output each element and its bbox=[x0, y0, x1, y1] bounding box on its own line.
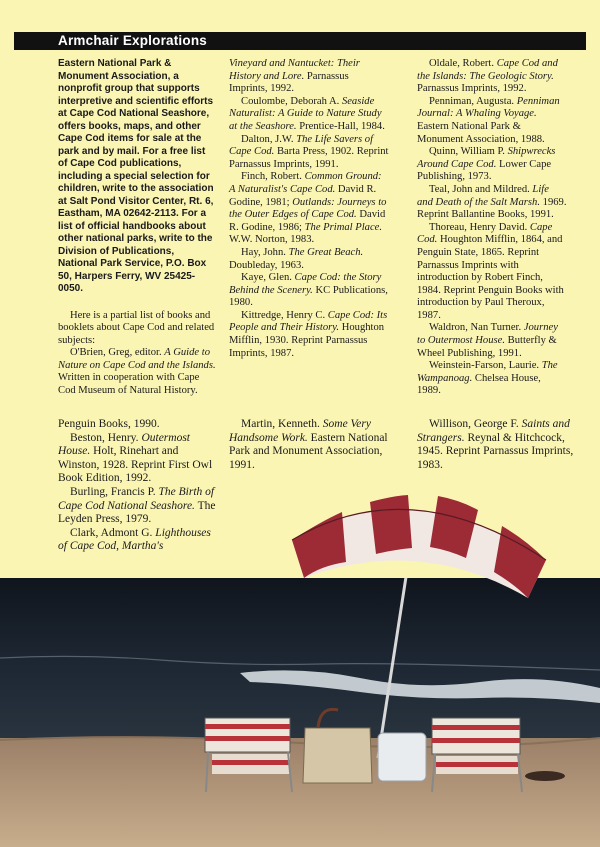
list-item: Oldale, Robert. Cape Cod and the Islands: The Geologic Story. Parnassus Imprints, 1992. bbox=[417, 58, 558, 95]
umbrella-canopy bbox=[280, 480, 560, 610]
list-item: Penniman, Augusta. Penniman Journal: A Whaling Voyage. Eastern National Park & Monument Association, 1988. bbox=[417, 95, 560, 145]
list-item: Penguin Books, 1990. bbox=[58, 418, 160, 430]
column-d bbox=[58, 418, 218, 554]
list-item: Martin, Kenneth. Some Very Handsome Work. Eastern National Park and Monument Association, 1991. bbox=[229, 418, 388, 471]
list-item: Beston, Henry. Outermost House. Holt, Rinehart and Winston, 1928. Reprint First Owl Book Edition, 1992. bbox=[58, 431, 213, 485]
column-c bbox=[417, 58, 567, 398]
intro-paragraph: Eastern National Park & Monument Association, a nonprofit group that supports interpretive and scientific efforts at Cape Cod National Seashore, offers books, maps, and other Cape Cod items for sale at the park and by mail. For a free list of Cape Cod publications, including a special selection for children, write to the association at Salt Pond Visitor Center, Rt. 6, Eastham, MA 02642-2113. For a list of official handbooks about other national parks, write to the Division of Publications, National Park Service, P.O. Box 50, Harpers Ferry, WV 25425-0050. bbox=[58, 58, 214, 294]
list-item: Dalton, J.W. The Life Savers of Cape Cod. Barta Press, 1902. Reprint Parnassus Imprints, 1991. bbox=[229, 133, 389, 170]
beach-umbrella-chairs-photo bbox=[0, 578, 600, 847]
list-item: Teal, John and Mildred. Life and Death of the Salt Marsh. 1969. Reprint Ballantine Books, 1991. bbox=[417, 183, 567, 221]
list-item: Vineyard and Nantucket: Their History and Lore. Parnassus Imprints, 1992. bbox=[229, 58, 360, 95]
beach-bag bbox=[303, 728, 372, 783]
list-item: Finch, Robert. Common Ground: A Naturalist's Cape Cod. David R. Godine, 1981; Outlands: Journeys to the Outer Edges of Cape Cod. David R. Godine, 1986; The Primal Place. W.W. Norton, 1983. bbox=[229, 171, 387, 246]
list-item: Burling, Francis P. The Birth of Cape Cod National Seashore. The Leyden Press, 1979. bbox=[58, 485, 216, 526]
list-item: O'Brien, Greg, editor. A Guide to Nature on Cape Cod and the Islands. Written in cooperation with Cape Cod Museum of Natural History. bbox=[58, 347, 216, 397]
list-item: Thoreau, Henry David. Cape Cod. Houghton Mifflin, 1864, and Penguin State, 1865. Reprint Parnassus Imprints with introduction by Robert Finch, 1984. Reprint Penguin Books with introduction by Paul Theroux, 1987. bbox=[417, 221, 564, 321]
list-item: Hay, John. The Great Beach. Doubleday, 1963. bbox=[229, 246, 364, 271]
column-a bbox=[58, 58, 216, 398]
partial-list-paragraph: Here is a partial list of books and booklets about Cape Cod and related subjects: bbox=[58, 309, 215, 346]
list-item: Clark, Admont G. Lighthouses of Cape Cod, Martha's bbox=[58, 526, 211, 553]
column-e bbox=[229, 418, 391, 472]
column-b bbox=[229, 58, 389, 360]
sandals bbox=[525, 771, 565, 781]
column-f bbox=[417, 418, 582, 472]
page-title: Armchair Explorations bbox=[58, 33, 207, 48]
list-item: Kaye, Glen. Cape Cod: the Story Behind the Scenery. KC Publications, 1980. bbox=[229, 272, 388, 309]
list-item: Kittredge, Henry C. Cape Cod: Its People and Their History. Houghton Mifflin, 1930. Reprint Parnassus Imprints, 1987. bbox=[229, 309, 388, 359]
cooler bbox=[378, 733, 426, 781]
header-bar bbox=[14, 32, 586, 50]
list-item: Weinstein-Farson, Laurie. The Wampanoag. Chelsea House, 1989. bbox=[417, 360, 558, 397]
list-item: Willison, George F. Saints and Strangers. Reynal & Hitchcock, 1945. Reprint Parnassus Imprints, 1983. bbox=[417, 418, 574, 471]
list-item: Coulombe, Deborah A. Seaside Naturalist: A Guide to Nature Study at the Seashore. Prentice-Hall, 1984. bbox=[229, 95, 385, 132]
list-item: Quinn, William P. Shipwrecks Around Cape Cod. Lower Cape Publishing, 1973. bbox=[417, 146, 556, 183]
list-item: Waldron, Nan Turner. Journey to Outermost House. Butterfly & Wheel Publishing, 1991. bbox=[417, 322, 558, 359]
